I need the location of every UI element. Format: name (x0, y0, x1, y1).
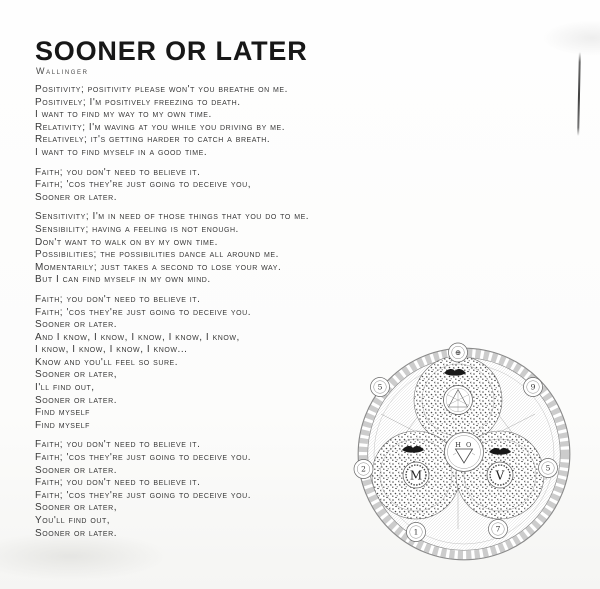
lyric-line: Sensitivity; I'm in need of those things that you do to me. (35, 211, 310, 223)
lyric-line: I want to find my way to my own time. (35, 109, 212, 121)
lyric-line: Find myself (35, 407, 90, 419)
lyric-line: I'll find out, (35, 382, 95, 394)
stanza (35, 167, 365, 205)
letter-v-medallion (487, 462, 513, 488)
letter-m-medallion (403, 462, 429, 488)
svg-text:⊕: ⊕ (454, 348, 462, 358)
lyric-line: But I can find myself in my own mind. (35, 274, 211, 286)
stanza (35, 439, 365, 540)
letter-m: M (409, 468, 423, 483)
lyric-line: Know and you'll feel so sure. (35, 356, 179, 368)
lyric-line: And I know, I know, I know, I know, I know, (35, 331, 240, 343)
letter-v: V (495, 468, 505, 483)
artist-credit: Wallinger (36, 66, 89, 76)
lyric-line: Find myself (35, 419, 90, 431)
lyric-line: Sooner or later. (35, 319, 118, 331)
rim-node (354, 460, 373, 479)
lyric-line: Relatively; it's getting harder to catch a breath. (35, 134, 271, 146)
svg-text:5: 5 (545, 463, 551, 473)
lyric-line: Sooner or later. (35, 191, 118, 203)
lyric-line: Faith; you don't need to believe it. (35, 293, 201, 305)
lyric-line: Faith; 'cos they're just going to deceive you, (35, 179, 252, 191)
rim-node (449, 343, 468, 362)
lyric-line: Sooner or later. (35, 464, 118, 476)
svg-text:2: 2 (361, 464, 366, 474)
svg-text:1: 1 (413, 527, 419, 537)
lyric-line: Faith; you don't need to believe it. (35, 166, 201, 178)
lyric-line: Sensibility; having a feeling is not enough. (35, 223, 239, 235)
center-letters: H O (455, 441, 473, 449)
center-medallion (445, 433, 484, 472)
lyric-line: Relativity; I'm waving at you while you driving by me. (35, 121, 286, 133)
rim-node (407, 523, 426, 542)
svg-text:7: 7 (495, 524, 501, 534)
svg-text:9: 9 (530, 382, 536, 392)
lyric-line: Faith; 'cos they're just going to deceive you. (35, 306, 252, 318)
lyric-line: Faith; you don't need to believe it. (35, 477, 201, 489)
lyric-line: I want to find myself in a good time. (35, 146, 208, 158)
lyric-line: You'll find out, (35, 515, 111, 526)
lyric-line: I know, I know, I know, I know... (35, 344, 188, 356)
rim-node (524, 378, 543, 397)
page-title: SOONER OR LATER (35, 36, 308, 66)
lyrics (35, 84, 365, 547)
stanza (35, 84, 365, 160)
lyric-line: Positively; I'm positively freezing to death. (35, 96, 241, 108)
lyric-line: Possibilities; the possibilities dance all around me. (35, 249, 279, 261)
lyric-line: Sooner or later, (35, 502, 118, 514)
lyric-line: Sooner or later. (35, 527, 118, 539)
lyric-line: Momentarily; just takes a second to lose your way. (35, 261, 282, 273)
lyric-line: Sooner or later, (35, 369, 118, 381)
rim-node (539, 459, 558, 478)
stanza (35, 211, 365, 287)
lyric-line: Sooner or later. (35, 394, 118, 406)
scan-scratch-artifact (577, 52, 581, 136)
compass-medallion (444, 386, 473, 415)
lyric-line: Don't want to walk on by my own time. (35, 236, 218, 248)
alchemical-mandala-illustration (349, 339, 579, 569)
svg-text:5: 5 (377, 382, 383, 392)
rim-node (489, 520, 508, 539)
rim-node (371, 378, 390, 397)
lyric-line: Faith; 'cos they're just going to deceive you. (35, 489, 252, 501)
lyric-line: Positivity; positivity please won't you breathe on me. (35, 84, 288, 95)
stanza (35, 294, 365, 433)
lyric-line: Faith; 'cos they're just going to deceive you. (35, 452, 252, 464)
lyric-line: Faith; you don't need to believe it. (35, 439, 201, 451)
